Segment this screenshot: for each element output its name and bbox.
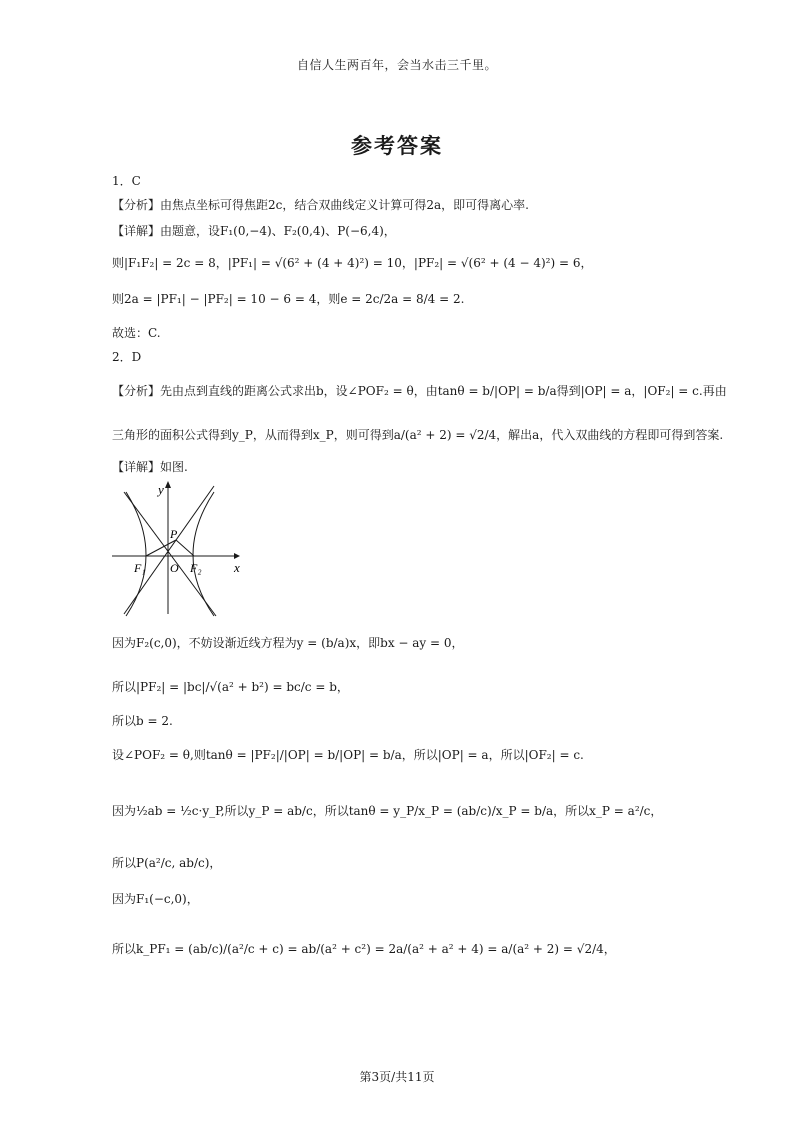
q2-analysis-line2: 三角形的面积公式得到y_P，从而得到x_P，则可得到a/(a² + 2) = √2/4，解出a，代入双曲线的方程即可得到答案. [112,428,724,442]
page-header: 自信人生两百年，会当水击三千里。 [296,58,497,72]
x-axis-arrow [234,553,240,559]
f2-label: F₂ [190,561,202,575]
y-axis-arrow [165,481,171,488]
asymptote-negative [124,492,216,616]
q1-analysis: 【分析】由焦点坐标可得焦距2c，结合双曲线定义计算可得2a，即可得离心率. [112,198,529,212]
q2-step7: 因为F₁(−c,0)， [112,892,199,906]
origin-label: O [170,561,179,575]
q2-step4: 设∠POF₂ = θ,则tanθ = |PF₂|/|OP| = b/|OP| = b/a，所以|OP| = a，所以|OF₂| = c. [112,748,584,762]
x-label: x [234,560,240,575]
f1-label: F₁ [134,561,146,575]
q2-step3: 所以b = 2. [112,714,173,728]
point-p-label: P [170,527,178,541]
q2-step5: 因为½ab = ½c·y_P,所以y_P = ab/c，所以tanθ = y_P/x_P = (ab/c)/x_P = b/a，所以x_P = a²/c， [112,804,663,818]
q2-step6: 所以P(a²/c, ab/c)， [112,856,222,870]
hyperbola-figure [110,478,246,618]
q2-step2: 所以|PF₂| = |bc|/√(a² + b²) = bc/c = b， [112,680,349,694]
q2-detail: 【详解】如图. [112,460,188,474]
page-title: 参考答案 [351,133,443,158]
q1-detail: 【详解】由题意，设F₁(0,−4)、F₂(0,4)、P(−6,4)， [112,224,396,238]
q2-analysis-line1: 【分析】先由点到直线的距离公式求出b，设∠POF₂ = θ，由tanθ = b/|OP| = b/a得到|OP| = a，|OF₂| = c.再由 [112,384,727,398]
q1-choice: 故选：C. [112,326,161,340]
q1-step2: 则2a = |PF₁| − |PF₂| = 10 − 6 = 4，则e = 2c/2a = 8/4 = 2. [112,292,465,306]
q1-step1: 则|F₁F₂| = 2c = 8，|PF₁| = √(6² + (4 + 4)²) = 10，|PF₂| = √(6² + (4 − 4)²) = 6， [112,256,593,270]
y-label: y [158,482,164,497]
q2-step8: 所以k_PF₁ = (ab/c)/(a²/c + c) = ab/(a² + c²) = 2a/(a² + a² + 4) = a/(a² + 2) = √2/4， [112,942,616,956]
segment-pf2 [176,540,194,556]
q2-step1: 因为F₂(c,0)，不妨设渐近线方程为y = (b/a)x，即bx − ay = 0， [112,636,464,650]
q2-number: 2．D [112,350,142,364]
hyperbola-left-branch [126,492,146,616]
page-footer: 第3页/共11页 [359,1070,435,1084]
q1-number: 1．C [112,174,141,188]
